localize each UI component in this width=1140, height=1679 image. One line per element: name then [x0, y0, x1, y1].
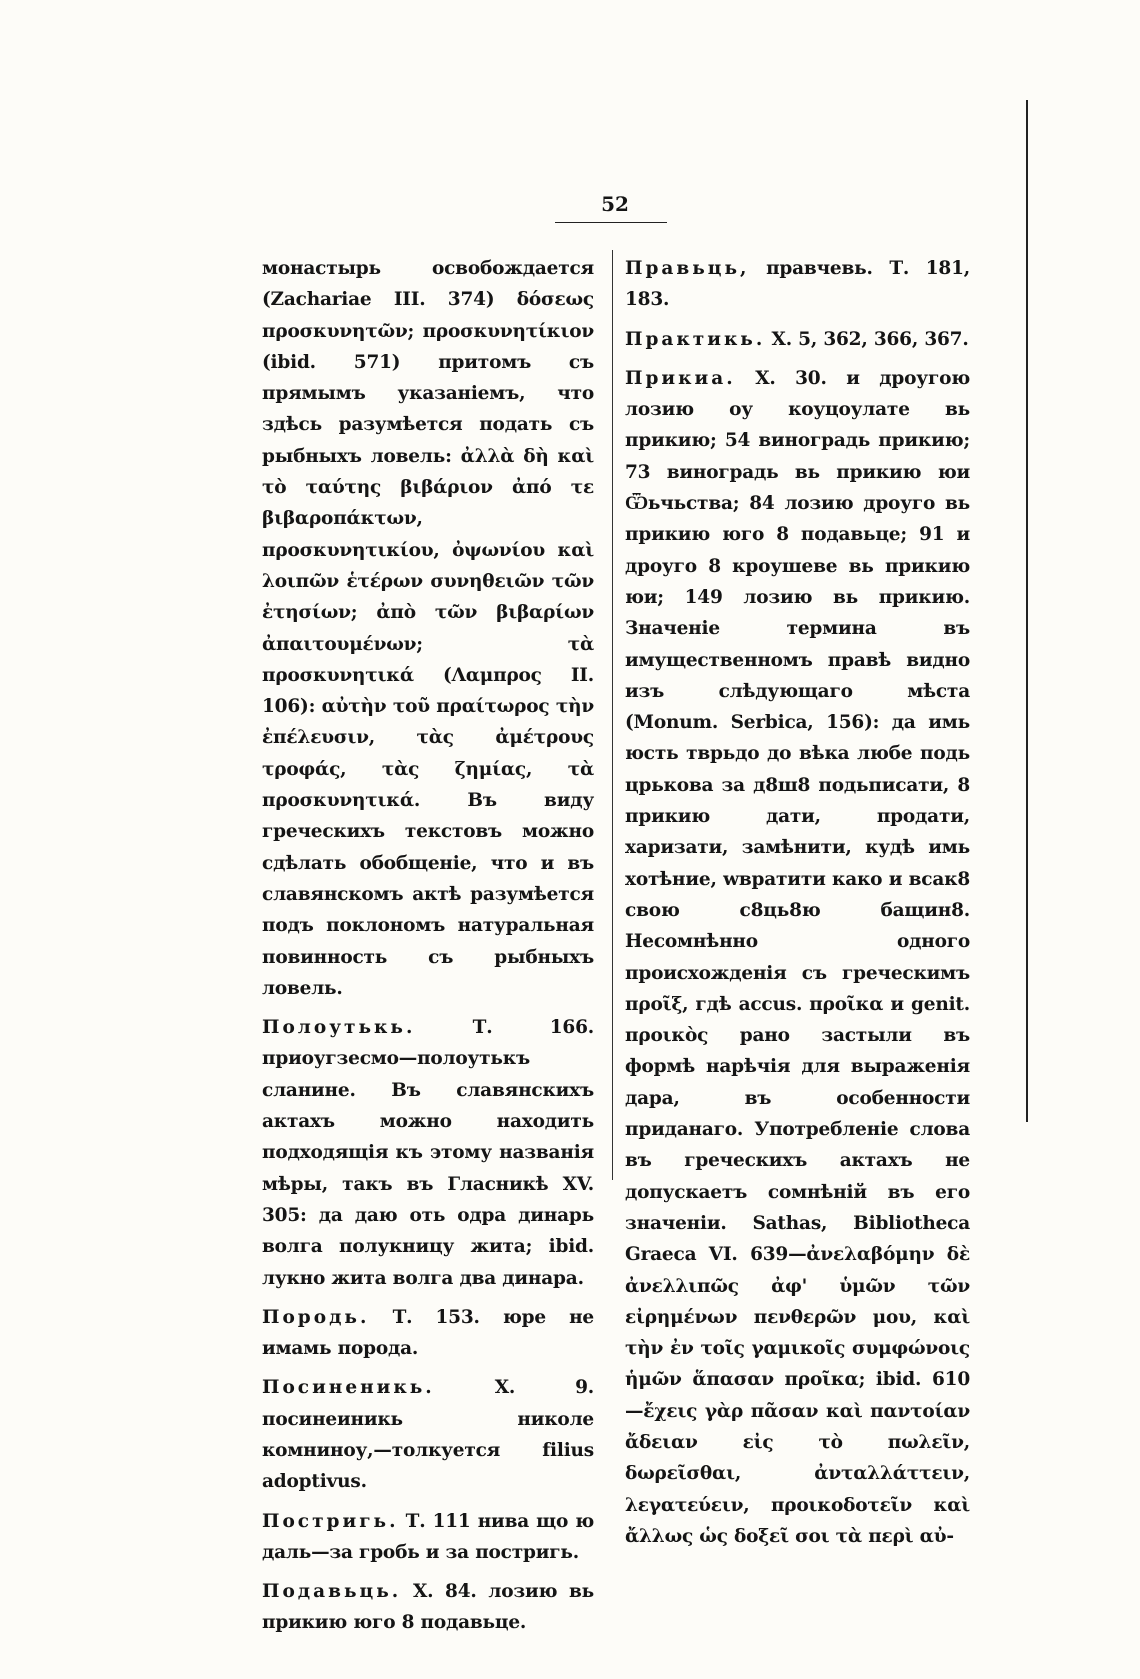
entry-praktik [625, 324, 970, 355]
entry-headword: Прикиа. [625, 367, 736, 389]
header-rule [555, 222, 667, 223]
continued-paragraph: монастырь освобождается (Zachariae III. 374) δόσεως προσκυνητῶν; προσκυνητίκιον (ibid. 571) притомъ съ прямымъ указаніемъ, что здѣсь разумѣется подать съ рыбныхъ ловель: ἀλλὰ δὴ καὶ τὸ ταύτης βιβάριον ἀπό τε βιβαροπάκτων, προσκυνητικίου, ὀψωνίου καὶ λοιπῶν ἑτέρων συνηθειῶν τῶν ἐτησίων; ἀπὸ τῶν βιβαρίων ἀπαιτουμένων; τὰ προσκυνητικά (Λαμπρος II. 106): αὐτὴν τοῦ πραίτωρος τὴν ἐπέλευσιν, τὰς ἀμέτρους τροφάς, τὰς ζημίας, τὰ προσκυνητικά. Въ виду греческихъ текстовъ можно сдѣлать обобщеніе, что и въ славянскомъ актѣ разумѣется подъ поклономъ натуральная повинность съ рыбныхъ ловель. [262, 258, 594, 999]
entry-headword: Практикь. [625, 328, 766, 350]
entry-text: Х. 30. и дроугою лозию оу коуцоулате вь прикию; 54 виноградь прикию; 73 виноградь вь прикию юи Ѿьчьства; 84 лозию дроуго вь прикию юго 8 подавьце; 91 и дроуго 8 кроушеве вь прикию юи; 149 лозию вь прикию. Значеніе термина въ имущественномъ правѣ видно изъ слѣдующаго мѣста (Monum. Serbica, 156): да имь юсть тврьдо до вѣка любе подь црькова за д8ш8 подьписати, 8 прикию дати, продати, харизати, замѣнити, кудѣ имь хотѣние, wвратити како и всак8 свою с8ць8ю бащин8. Несомнѣнно одного происхожденія съ греческимъ προῖξ, гдѣ accus. προῖκα и genit. προικὸς рано застыли въ формѣ нарѣчія для выраженія дара, въ особенности приданаго. Употребленіе слова въ греческихъ актахъ не допускаетъ сомнѣній въ его значеніи. Sathas, Bibliotheca Graeca VI. 639—ἀνελαβόμην δὲ ἀνελλιπῶς ἀφ' ὑμῶν τῶν εἰρημένων πενθερῶν μου, καὶ τὴν ἐν τοῖς γαμικοῖς συμφώνοις ἡμῶν ἅπασαν προῖκα; ibid. 610—ἔχεις γὰρ πᾶσαν καὶ παντοίαν ἄδειαν εἰς τὸ πωλεῖν, δωρεῖσθαι, ἀνταλλάττειν, λεγατεύειν, προικοδοτεῖν καὶ ἄλλως ὡς δοξεῖ σοι τὰ περὶ αὐ- [625, 367, 970, 1547]
entry-headword: Породь. [262, 1306, 370, 1328]
entry-posinenik [262, 1372, 594, 1497]
entry-text: Т. 166. приоугзесмо—полоутькъ сланине. Въ славянскихъ актахъ можно находить подходящія къ этому названія мѣры, такъ въ Гласникѣ XV. 305: да даю оть одра динарь волга полукницу жита; ibid. лукно жита волга два динара. [262, 1017, 594, 1289]
entry-text: Х. 5, 362, 366, 367. [771, 328, 969, 350]
entry-prikia [625, 363, 970, 1552]
entry-text: Х. 84. лозию вь прикию юго 8 подавьце. [262, 1581, 594, 1634]
page-edge-line [1026, 100, 1028, 1122]
entry-postrig [262, 1506, 594, 1569]
entry-podavets [262, 1576, 594, 1639]
entry-headword: Посиненикь. [262, 1377, 435, 1399]
right-column [625, 253, 970, 1560]
entry-text: правчевь. Т. 181, 183. [625, 258, 970, 311]
entry-porod [262, 1302, 594, 1365]
left-column [262, 253, 594, 1647]
entry-text: Т. 111 нива що ю даль—за гробь и за постригь. [262, 1510, 594, 1563]
entry-headword: Правьць, [625, 258, 750, 279]
column-divider [612, 250, 613, 1180]
entry-headword: Полоутькь. [262, 1017, 416, 1039]
entry-pravets [625, 253, 970, 316]
entry-text: Х. 9. посинеиникь николе комниноу,—толкуется filius adoptivus. [262, 1377, 594, 1493]
entry-headword: Постригь. [262, 1510, 399, 1532]
entry-text: Т. 153. юре не имамь порода. [262, 1306, 594, 1360]
entry-poloutk [262, 1012, 594, 1294]
page-number: 52 [601, 192, 629, 216]
entry-headword: Подавьць. [262, 1581, 402, 1603]
